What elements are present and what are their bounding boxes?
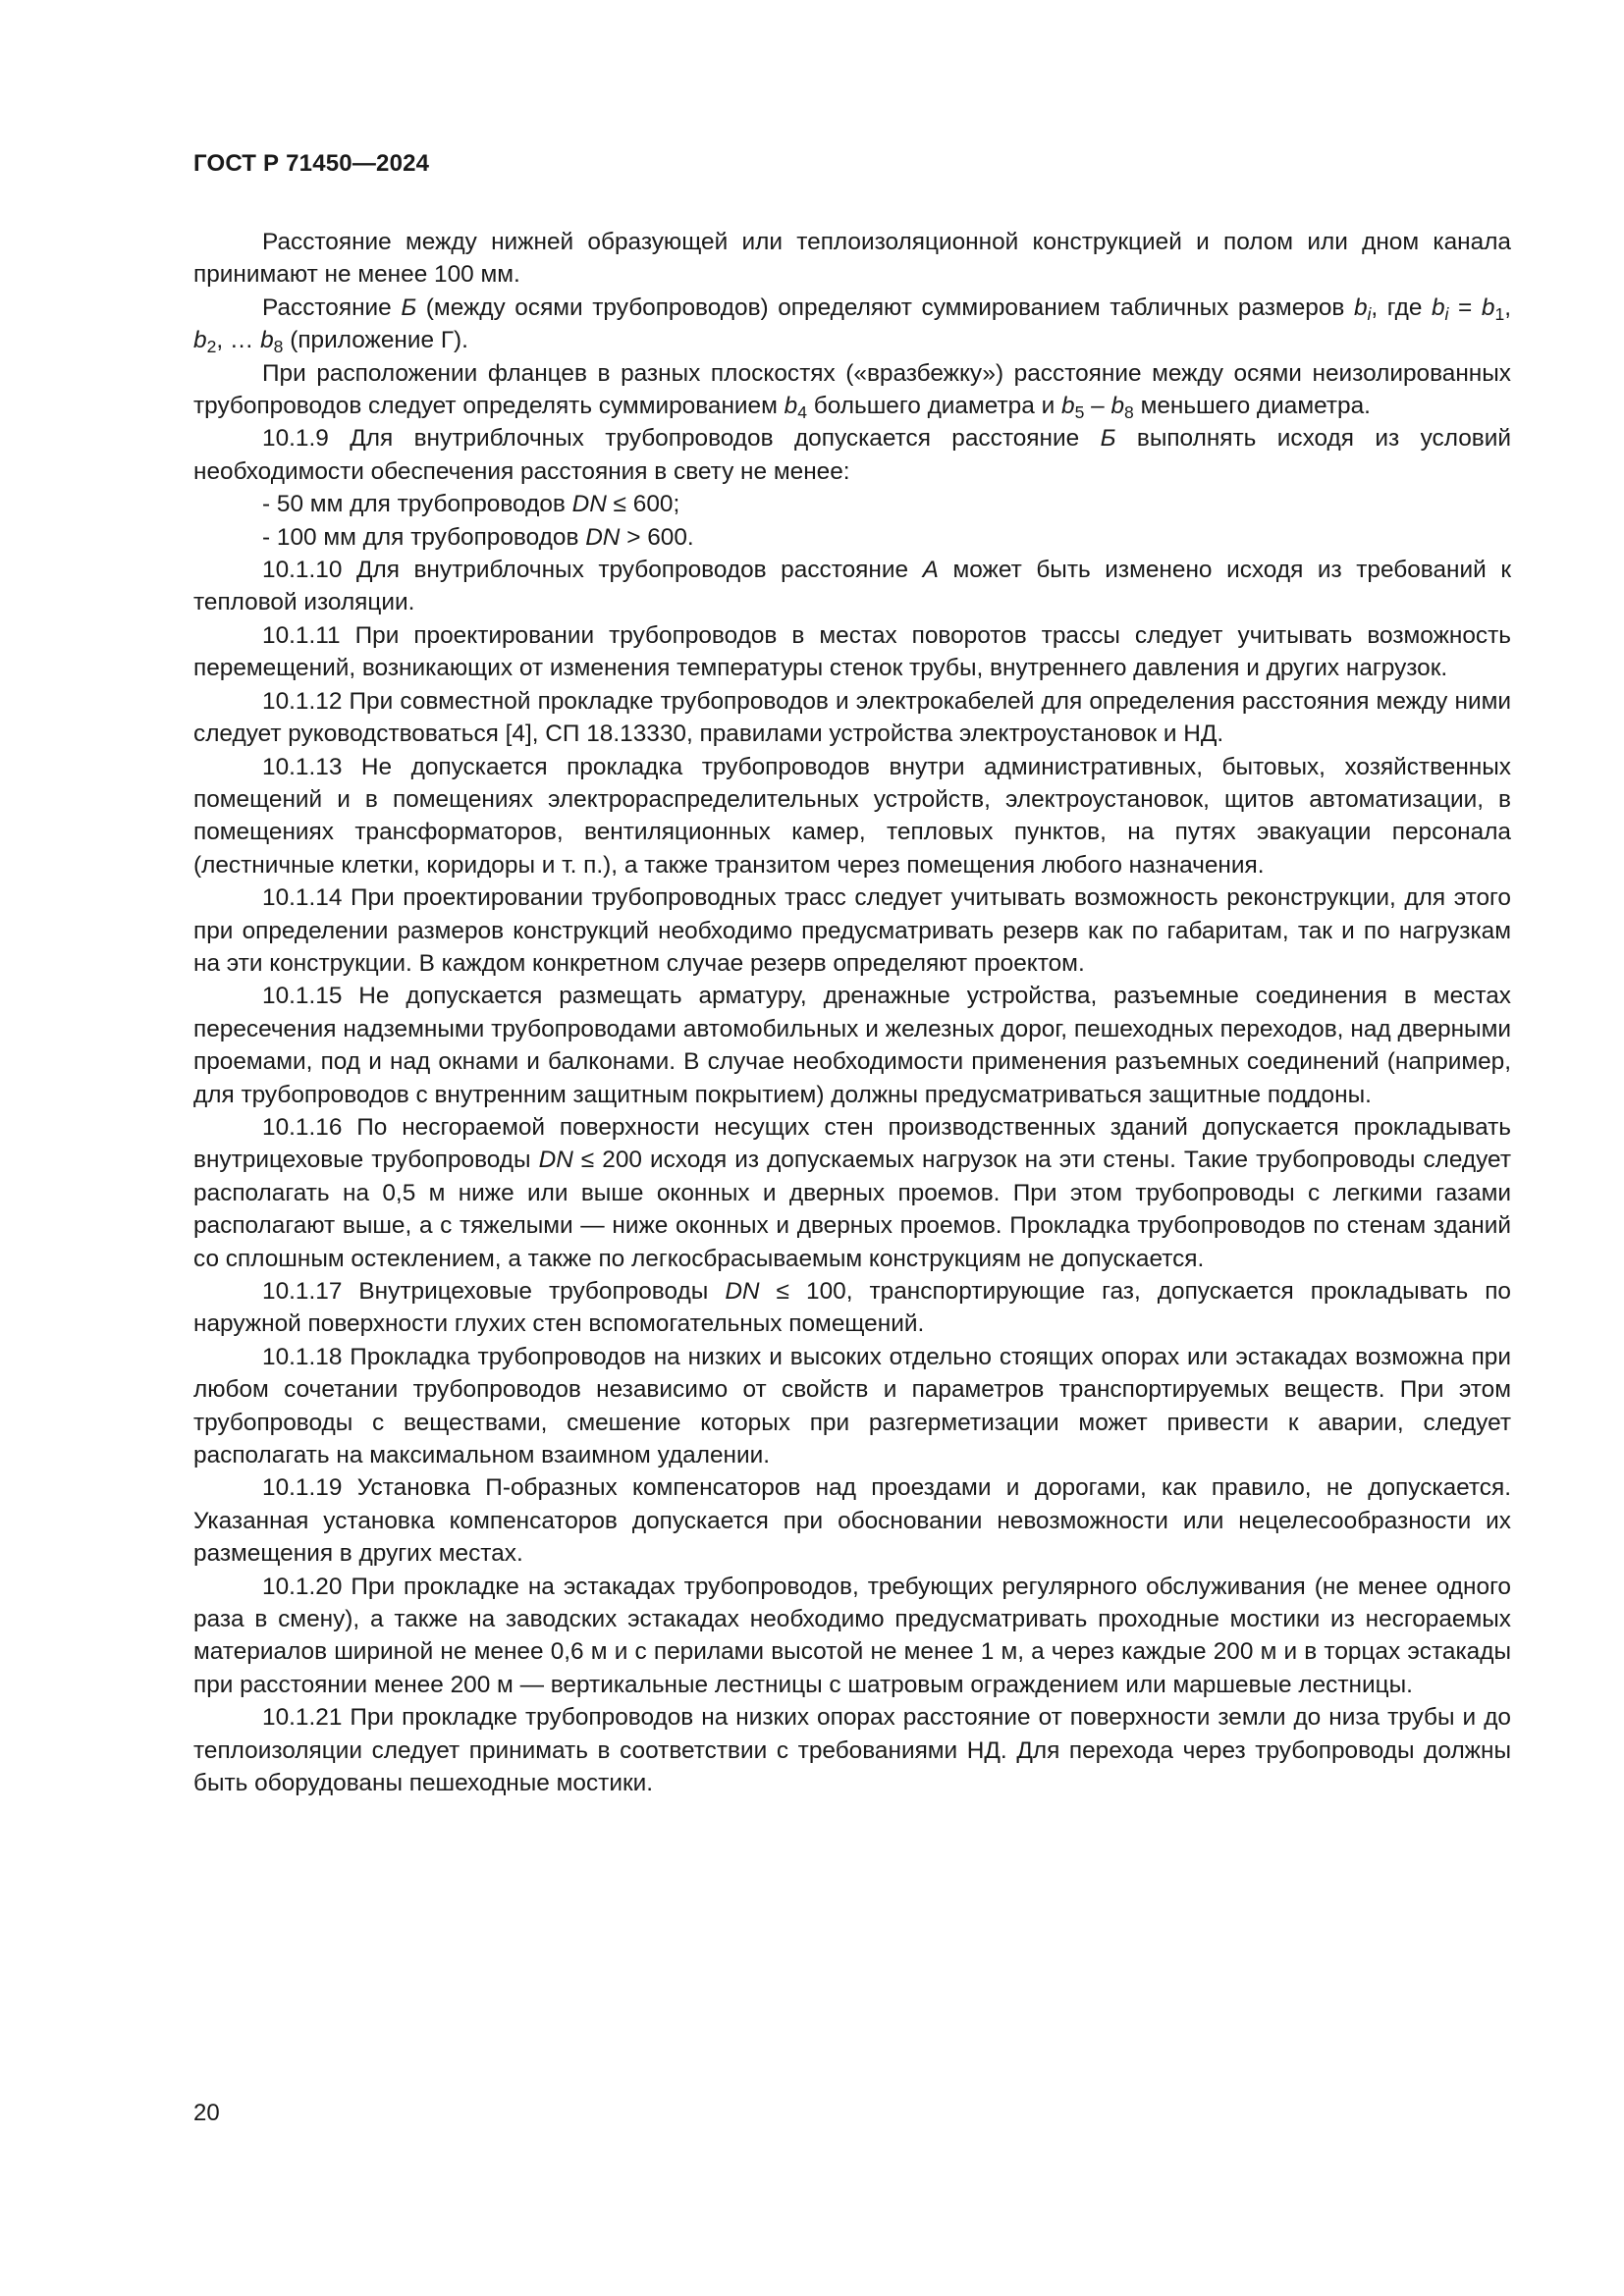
text-run: –: [1084, 393, 1111, 420]
text-run: b: [1481, 294, 1495, 321]
text-run: DN: [538, 1147, 573, 1174]
text-run: 10.1.10 Для внутриблочных трубопроводов расстояние: [262, 557, 923, 584]
text-run: b: [1353, 294, 1368, 321]
document-header-title: ГОСТ Р 71450—2024: [193, 150, 430, 177]
text-run: 1: [1494, 303, 1505, 324]
text-run: , где: [1371, 294, 1432, 321]
text-run: 10.1.19 Установка П-образных компенсаторов над проездами и дорогами, как правило, не допускается. Указанная установка компенсаторов допускается при обосновании невозможности или нецелесообразности их размещения в других местах.: [193, 1474, 1511, 1568]
text-run: ≤ 600;: [606, 491, 680, 518]
text-run: 10.1.9 Для внутриблочных трубопроводов допускается расстояние: [262, 425, 1101, 453]
text-run: 10.1.14 При проектировании трубопроводных трасс следует учитывать возможность реконструкции, для этого при определении размеров конструкций необходимо предусматривать резерв как по габаритам, так и по нагрузкам на эти конструкции. В каждом конкретном случае резерв определяют проектом.: [193, 884, 1511, 977]
text-run: 10.1.15 Не допускается размещать арматуру, дренажные устройства, разъемные соединения в местах пересечения надземными трубопроводами автомобильных и железных дорог, пешеходных переходов, над дверными проемами, под и над окнами и балконами. В случае необходимости применения разъемных соединений (например, для трубопроводов с внутренним защитным покрытием) должны предусматриваться защитные поддоны.: [193, 983, 1511, 1108]
text-run: DN: [725, 1278, 760, 1305]
text-run: А: [922, 557, 939, 584]
text-run: 10.1.20 При прокладке на эстакадах трубопроводов, требующих регулярного обслуживания (не менее одного раза в смену), а также на заводских эстакадах необходимо предусматривать проходные мостики из несгораемых материалов шириной не менее 0,6 м и с перилами высотой не менее 1 м, а через каждые 200 м и в торцах эстакады при расстоянии менее 200 м — вертикальные лестницы с шатровым ограждением или маршевые лестницы.: [193, 1573, 1511, 1698]
text-run: - 50 мм для трубопроводов: [262, 491, 572, 518]
text-run: 8: [273, 337, 284, 357]
text-run: 4: [797, 401, 808, 422]
paragraph-10-1-20: [193, 1571, 1511, 1702]
text-run: =: [1448, 294, 1482, 321]
text-run: 10.1.11 При проектировании трубопроводов в местах поворотов трассы следует учитывать возможность перемещений, возникающих от изменения температуры стенок трубы, внутреннего давления и других нагрузок.: [193, 621, 1511, 682]
text-run: > 600.: [620, 523, 694, 551]
text-run: , …: [216, 327, 261, 354]
paragraph-10-1-10: [193, 554, 1511, 619]
paragraph-distance-b: [193, 292, 1511, 357]
paragraph-10-1-11: [193, 619, 1511, 685]
paragraph-10-1-17: [193, 1275, 1511, 1341]
text-run: Расстояние: [262, 294, 402, 321]
text-run: i: [1367, 303, 1372, 324]
text-run: 10.1.18 Прокладка трубопроводов на низких и высоких отдельно стоящих опорах или эстакадах возможна при любом сочетании трубопроводов независимо от свойств и параметров транспортируемых веществ. При этом трубопроводы с веществами, смешение которых при разгерметизации может привести к аварии, следует располагать на максимальном взаимном удалении.: [193, 1343, 1511, 1469]
text-run: - 100 мм для трубопроводов: [262, 523, 586, 551]
paragraph-10-1-18: [193, 1341, 1511, 1472]
text-run: выполнять исходя из условий необходимости обеспечения расстояния в свету не менее:: [193, 425, 1511, 485]
text-run: При расположении фланцев в разных плоскостях («вразбежку») расстояние между осями неизолированных трубопроводов следует определять суммированием: [193, 359, 1511, 420]
text-run: DN: [585, 523, 621, 551]
text-run: ,: [1504, 294, 1511, 321]
text-run: b: [1061, 393, 1075, 420]
text-run: (между осями трубопроводов) определяют суммированием табличных размеров: [416, 294, 1354, 321]
paragraph-10-1-21: [193, 1701, 1511, 1799]
text-run: b: [193, 327, 207, 354]
text-run: ≤ 200 исходя из допускаемых нагрузок на эти стены. Такие трубопроводы следует располагать на 0,5 м ниже или выше оконных и дверных проемов. При этом трубопроводы с легкими газами располагают выше, а с тяжелыми — ниже оконных и дверных проемов. Прокладка трубопроводов по стенам зданий со сплошным остеклением, а также по легкосбрасываемым конструкциям не допускается.: [193, 1147, 1511, 1272]
text-run: Расстояние между нижней образующей или теплоизоляционной конструкцией и полом или дном канала принимают не менее 100 мм.: [193, 229, 1511, 289]
text-run: i: [1444, 303, 1449, 324]
paragraph-flanges-staggered: [193, 357, 1511, 423]
text-run: Б: [401, 294, 417, 321]
text-run: 10.1.12 При совместной прокладке трубопроводов и электрокабелей для определения расстояния между ними следует руководствоваться [4], СП 18.13330, правилами устройства электроустановок и НД.: [193, 687, 1511, 748]
page-number: 20: [193, 2100, 220, 2126]
text-run: 2: [206, 337, 217, 357]
text-run: b: [784, 393, 798, 420]
text-run: (приложение Г).: [283, 327, 468, 354]
text-run: может быть изменено исходя из требований к тепловой изоляции.: [193, 557, 1511, 616]
list-item-dn-600-gt: [193, 521, 1511, 554]
text-run: 10.1.13 Не допускается прокладка трубопроводов внутри административных, бытовых, хозяйственных помещений и в помещениях электрораспределительных устройств, электроустановок, щитов автоматизации, в помещениях трансформаторов, вентиляционных камер, тепловых пунктов, на путях эвакуации персонала (лестничные клетки, коридоры и т. п.), а также транзитом через помещения любого назначения.: [193, 753, 1511, 879]
paragraph-10-1-19: [193, 1471, 1511, 1570]
paragraph-10-1-9: [193, 422, 1511, 488]
text-run: b: [260, 327, 274, 354]
text-run: 10.1.17 Внутрицеховые трубопроводы: [262, 1278, 726, 1305]
paragraph-10-1-15: [193, 980, 1511, 1111]
text-run: DN: [571, 491, 607, 518]
text-run: 10.1.16 По несгораемой поверхности несущих стен производственных зданий допускается прокладывать внутрицеховые трубопроводы: [193, 1113, 1511, 1174]
paragraph-10-1-16: [193, 1111, 1511, 1275]
paragraph-bottom-clearance: [193, 226, 1511, 292]
text-run: большего диаметра и: [807, 393, 1061, 420]
list-item-dn-600-le: [193, 488, 1511, 520]
paragraph-10-1-14: [193, 881, 1511, 980]
text-run: ≤ 100, транспортирующие газ, допускается прокладывать по наружной поверхности глухих стен вспомогательных помещений.: [193, 1278, 1511, 1338]
paragraph-10-1-12: [193, 685, 1511, 751]
text-run: 5: [1074, 401, 1085, 422]
text-run: b: [1431, 294, 1445, 321]
text-run: меньшего диаметра.: [1133, 393, 1371, 420]
text-run: 10.1.21 При прокладке трубопроводов на низких опорах расстояние от поверхности земли до низа трубы и до теплоизоляции следует принимать в соответствии с требованиями НД. Для перехода через трубопроводы должны быть оборудованы пешеходные мостики.: [193, 1704, 1511, 1797]
text-run: 8: [1124, 401, 1134, 422]
text-run: Б: [1100, 425, 1116, 453]
document-body: [193, 226, 1511, 1800]
paragraph-10-1-13: [193, 751, 1511, 882]
text-run: b: [1110, 393, 1125, 420]
